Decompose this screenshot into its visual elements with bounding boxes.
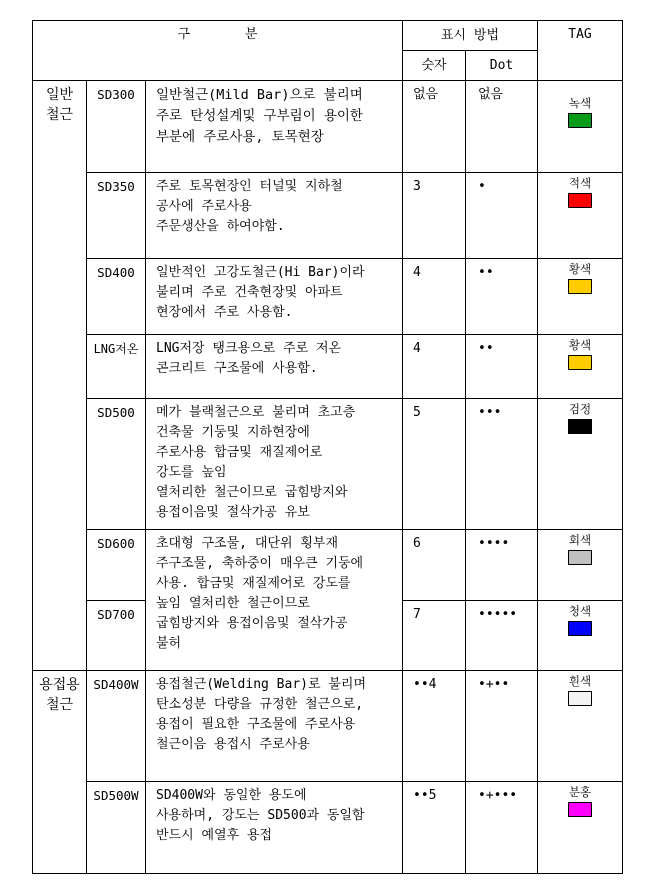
number-cell: ••5 (403, 782, 466, 874)
tag-swatch-yellow (568, 279, 592, 294)
tag-swatch-blue (568, 621, 592, 636)
description-cell: SD400W와 동일한 용도에 사용하며, 강도는 SD500과 동일함 반드시 예열후 용접 (146, 782, 403, 874)
grade-cell: SD500W (87, 782, 146, 874)
table-row (33, 399, 623, 530)
header-dot: Dot (466, 51, 538, 81)
tag-label: 녹색 (568, 96, 592, 110)
table-row (33, 81, 623, 173)
number-cell: 4 (403, 335, 466, 399)
header-tag: TAG (538, 21, 623, 81)
dot-cell: 없음 (466, 81, 538, 173)
tag-cell (538, 671, 623, 782)
table-row (33, 259, 623, 335)
tag-swatch-red (568, 193, 592, 208)
rebar-spec-table (32, 20, 623, 874)
header-number: 숫자 (403, 51, 466, 81)
number-cell: 5 (403, 399, 466, 530)
table-row (33, 530, 623, 601)
group-general: 일반 철근 (33, 81, 87, 671)
tag-cell (538, 173, 623, 259)
tag-label: 흰색 (568, 674, 592, 688)
tag-cell (538, 601, 623, 671)
table-row (33, 671, 623, 782)
tag-label: 청색 (568, 604, 592, 618)
tag-cell (538, 81, 623, 173)
grade-cell: LNG저온 (87, 335, 146, 399)
grade-cell: SD350 (87, 173, 146, 259)
tag-swatch-gray (568, 550, 592, 565)
description-cell: LNG저장 탱크용으로 주로 저온 콘크리트 구조물에 사용함. (146, 335, 403, 399)
header-category: 구 분 (33, 21, 403, 81)
table-row (33, 173, 623, 259)
description-cell: 메가 블랙철근으로 불리며 초고층 건축물 기둥및 지하현장에 주로사용 합금및 재질제어로 강도를 높임 열처리한 철근이므로 굽힘방지와 용접이음및 절삭가공 유보 (146, 399, 403, 530)
grade-cell: SD700 (87, 601, 146, 671)
tag-label: 황색 (568, 262, 592, 276)
tag-label: 적색 (568, 176, 592, 190)
grade-cell: SD600 (87, 530, 146, 601)
group-weld: 용접용 철근 (33, 671, 87, 874)
tag-swatch-black (568, 419, 592, 434)
description-cell: 초대형 구조물, 대단위 횡부재 주구조물, 축하중이 매우큰 기둥에 사용. 합금및 재질제어로 강도를 높임 열처리한 철근이므로 굽힘방지와 용접이음및 절삭가공 불허 (146, 530, 403, 671)
dot-cell: •+••• (466, 782, 538, 874)
table-row (33, 782, 623, 874)
tag-swatch-green (568, 113, 592, 128)
table-row (33, 335, 623, 399)
description-cell: 일반적인 고강도철근(Hi Bar)이라 불리며 주로 건축현장및 아파트 현장에서 주로 사용함. (146, 259, 403, 335)
tag-swatch-yellow (568, 355, 592, 370)
tag-swatch-pink (568, 802, 592, 817)
tag-swatch-white (568, 691, 592, 706)
tag-cell (538, 782, 623, 874)
tag-label: 황색 (568, 338, 592, 352)
number-cell: 7 (403, 601, 466, 671)
description-cell: 일반철근(Mild Bar)으로 불리며 주로 탄성설계및 구부림이 용이한 부분에 주로사용, 토목현장 (146, 81, 403, 173)
dot-cell: • (466, 173, 538, 259)
dot-cell: •• (466, 335, 538, 399)
dot-cell: ••••• (466, 601, 538, 671)
number-cell: 없음 (403, 81, 466, 173)
grade-cell: SD400 (87, 259, 146, 335)
dot-cell: •• (466, 259, 538, 335)
tag-cell (538, 399, 623, 530)
tag-label: 회색 (568, 533, 592, 547)
description-cell: 용접철근(Welding Bar)로 불리며 탄소성분 다량을 규정한 철근으로, 용접이 필요한 구조물에 주로사용 철근이음 용접시 주로사용 (146, 671, 403, 782)
grade-cell: SD500 (87, 399, 146, 530)
grade-cell: SD400W (87, 671, 146, 782)
dot-cell: •+•• (466, 671, 538, 782)
tag-cell (538, 259, 623, 335)
tag-cell (538, 530, 623, 601)
grade-cell: SD300 (87, 81, 146, 173)
number-cell: 3 (403, 173, 466, 259)
dot-cell: ••• (466, 399, 538, 530)
dot-cell: •••• (466, 530, 538, 601)
tag-label: 검정 (568, 402, 592, 416)
tag-cell (538, 335, 623, 399)
number-cell: ••4 (403, 671, 466, 782)
description-cell: 주로 토목현장인 터널및 지하철 공사에 주로사용 주문생산을 하여야함. (146, 173, 403, 259)
number-cell: 6 (403, 530, 466, 601)
tag-label: 분홍 (568, 785, 592, 799)
number-cell: 4 (403, 259, 466, 335)
header-display-method: 표시 방법 (403, 21, 538, 51)
